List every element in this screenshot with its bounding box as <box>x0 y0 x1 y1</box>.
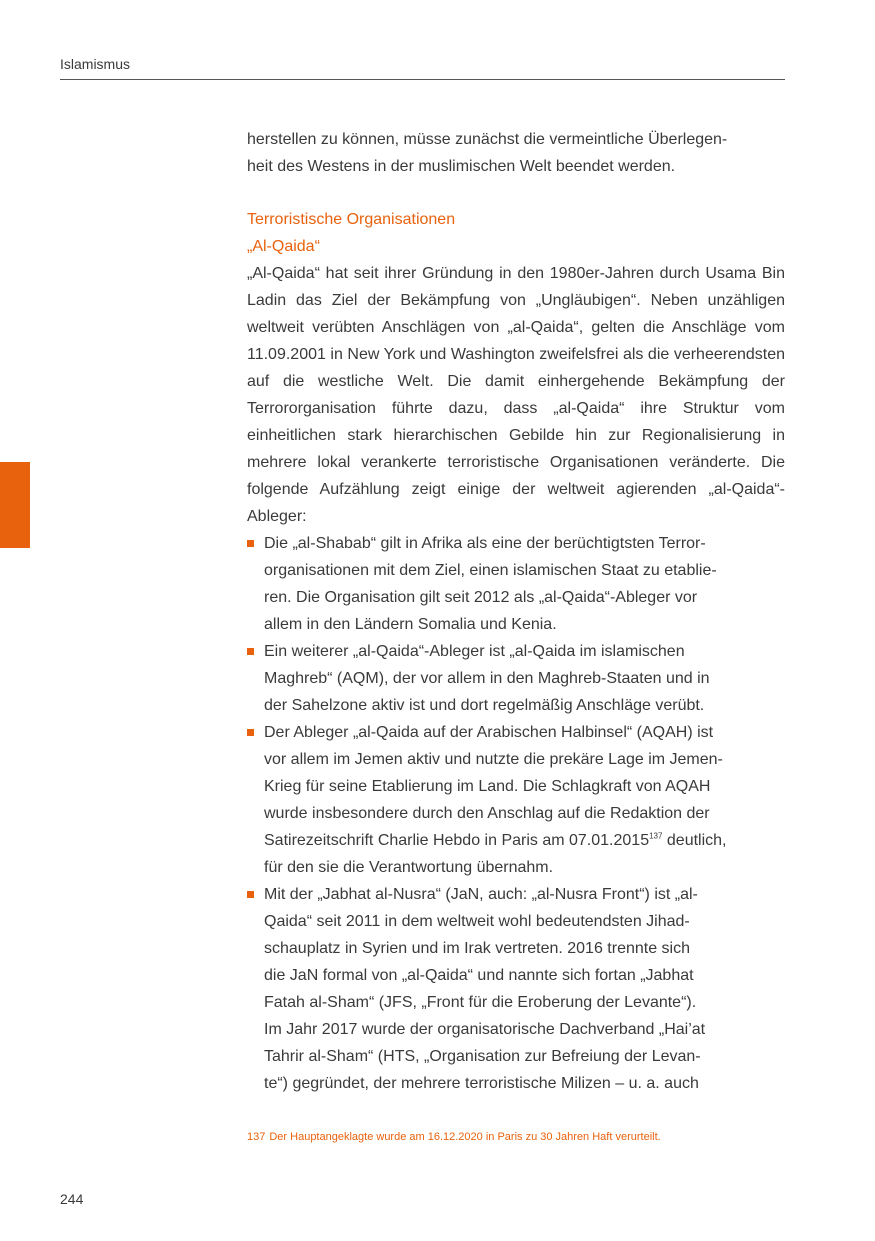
main-column <box>247 126 785 1097</box>
section-heading: Terroristische Organisationen <box>247 211 456 228</box>
intro-line: heit des Westens in der muslimischen Welt beendet werden. <box>247 158 676 175</box>
page-number: 244 <box>60 1191 84 1207</box>
footnote-text: Der Hauptangeklagte wurde am 16.12.2020 in Paris zu 30 Jahren Haft verurteilt. <box>269 1131 661 1143</box>
footnote-number: 137 <box>247 1131 266 1143</box>
chapter-tab-marker <box>0 462 30 548</box>
header-rule <box>60 79 785 80</box>
footnote <box>247 1131 785 1143</box>
intro-line: herstellen zu können, müsse zunächst die vermeintliche Überlegen- <box>247 131 728 148</box>
sub-heading: „Al-Qaida“ <box>247 238 320 255</box>
bullet-list <box>247 530 785 1097</box>
body-paragraph: „Al-Qaida“ hat seit ihrer Gründung in den 1980er-Jahren durch Usama Bin Ladin das Ziel der Bekämpfung von „Ungläubigen“. Neben unzähligen weltweit verübten Anschlägen von „al-Qaida“, gelten die Anschläge vom 11.09.2001 in New York und Washington zweifelsfrei als die verheerendsten auf die westliche Welt. Die damit einhergehende Bekämpfung der Terrororganisation führte dazu, dass „al-Qaida“ ihre Struktur vom einheitlichen stark hierarchischen Gebilde hin zur Regionalisierung in mehrere lokal verankerte terroristische Organisationen veränderte. Die folgende Aufzählung zeigt einige der weltweit agierenden „al-Qaida“-Ableger: <box>247 265 785 525</box>
list-item: Ein weiterer „al-Qaida“-Ableger ist „al-Qaida im islamischen Maghreb“ (AQM), der vor allem in den Maghreb-Staaten und in der Sahelzone aktiv ist und dort regelmäßig Anschläge verübt. <box>247 638 785 719</box>
list-item: Mit der „Jabhat al-Nusra“ (JaN, auch: „al-Nusra Front“) ist „al- Qaida“ seit 2011 in dem weltweit wohl bedeutendsten Jihad- schauplatz in Syrien und im Irak vertreten. 2016 trennte sich die JaN formal von „al-Qaida“ und nannte sich fortan „Jabhat Fatah al-Sham“ (JFS, „Front für die Eroberung der Levante“). Im Jahr 2017 wurde der organisatorische Dachverband „Hai’at Tahrir al-Sham“ (HTS, „Organisation zur Befreiung der Levan- te“) gegründet, der mehrere terroristische Milizen – u. a. auch <box>247 881 785 1097</box>
running-title: Islamismus <box>60 56 131 72</box>
list-item: Der Ableger „al-Qaida auf der Arabischen Halbinsel“ (AQAH) ist vor allem im Jemen aktiv und nutzte die prekäre Lage im Jemen- Krieg für seine Etablierung im Land. Die Schlagkraft von AQAH wurde insbesondere durch den Anschlag auf die Redaktion der Satirezeitschrift Charlie Hebdo in Paris am 07.01.2015$^{137}$ deutlich, für den sie die Verantwortung übernahm. <box>247 719 785 881</box>
footnote-reference[interactable]: 137 <box>649 831 663 841</box>
intro-paragraph <box>247 126 785 180</box>
list-item: Die „al-Shabab“ gilt in Afrika als eine der berüchtigtsten Terror- organisationen mit dem Ziel, einen islamischen Staat zu etablie- ren. Die Organisation gilt seit 2012 als „al-Qaida“-Ableger vor allem in den Ländern Somalia und Kenia. <box>247 530 785 638</box>
